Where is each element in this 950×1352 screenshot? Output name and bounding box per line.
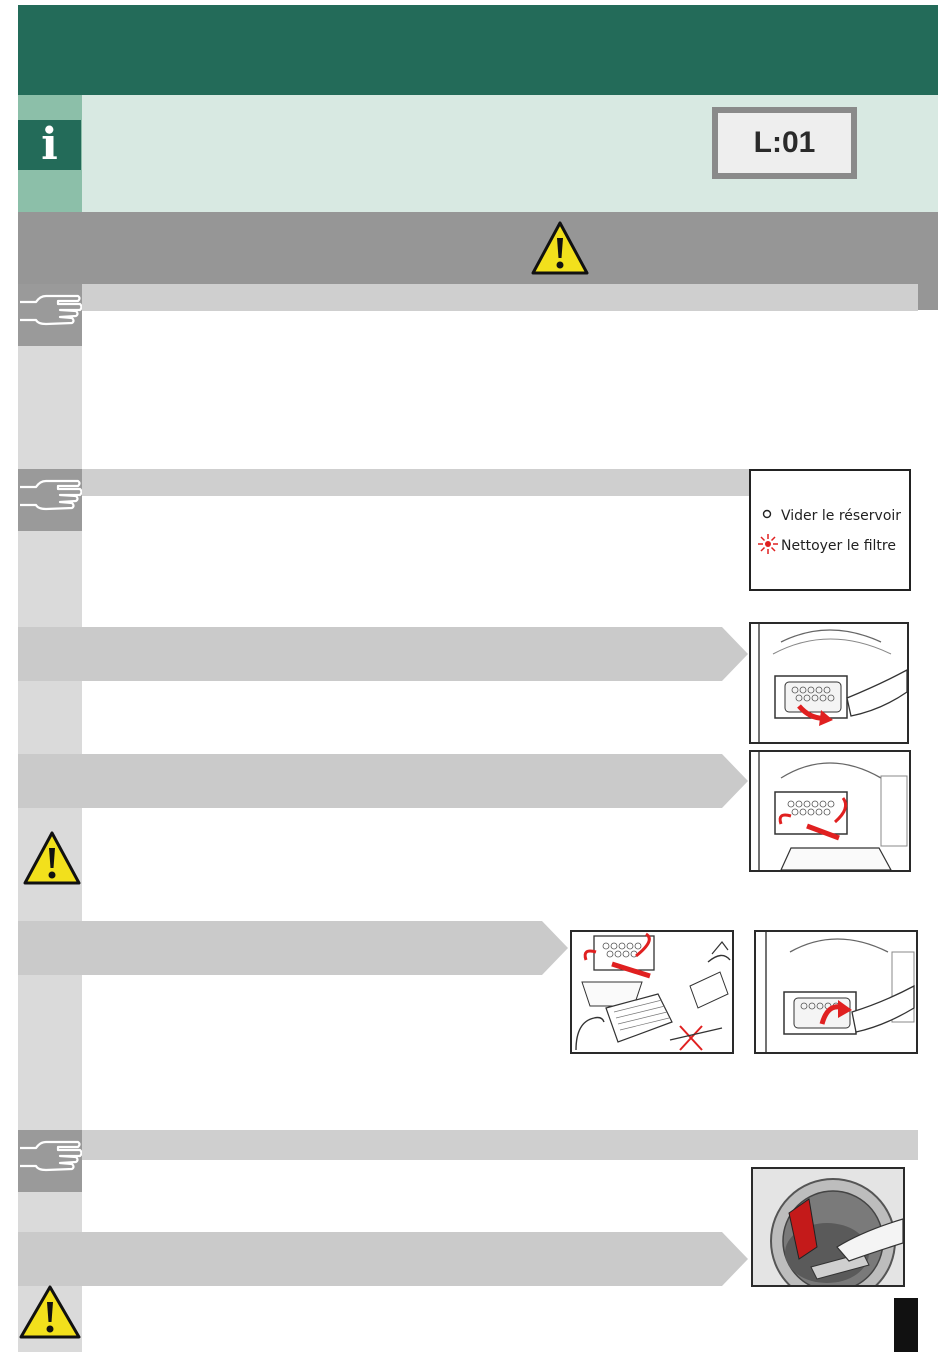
illustration-clean-filter <box>570 930 734 1054</box>
section-bar <box>82 284 918 311</box>
page-number-tab <box>894 1298 918 1352</box>
empty-indicator-icon <box>757 507 777 525</box>
status-line-filter: Nettoyer le filtre <box>781 538 896 554</box>
illustration-insert-filter <box>754 930 918 1054</box>
illustration-open-door <box>749 622 909 744</box>
status-panel <box>749 469 911 591</box>
display-panel <box>712 107 857 179</box>
section-bar <box>82 1130 918 1160</box>
info-icon: i <box>18 120 81 170</box>
step-bar <box>18 1232 750 1288</box>
step-bar <box>18 627 750 683</box>
warning-icon <box>18 1284 82 1340</box>
flashing-indicator-icon <box>757 533 777 559</box>
warning-icon <box>22 830 82 886</box>
page-header <box>18 5 938 95</box>
step-bar <box>18 921 570 977</box>
status-line-tank: Vider le réservoir <box>781 508 902 524</box>
warning-icon <box>530 220 590 276</box>
warning-band-tail <box>918 284 938 310</box>
illustration-drum-filter <box>751 1167 905 1287</box>
warning-band <box>18 212 938 284</box>
step-bar <box>18 754 750 810</box>
hand-pointer-icon <box>18 1130 82 1192</box>
hand-pointer-icon <box>18 469 82 531</box>
section-bar <box>82 469 750 496</box>
hand-pointer-icon <box>18 284 82 346</box>
display-code: L:01 <box>718 113 851 173</box>
illustration-remove-filter <box>749 750 911 872</box>
